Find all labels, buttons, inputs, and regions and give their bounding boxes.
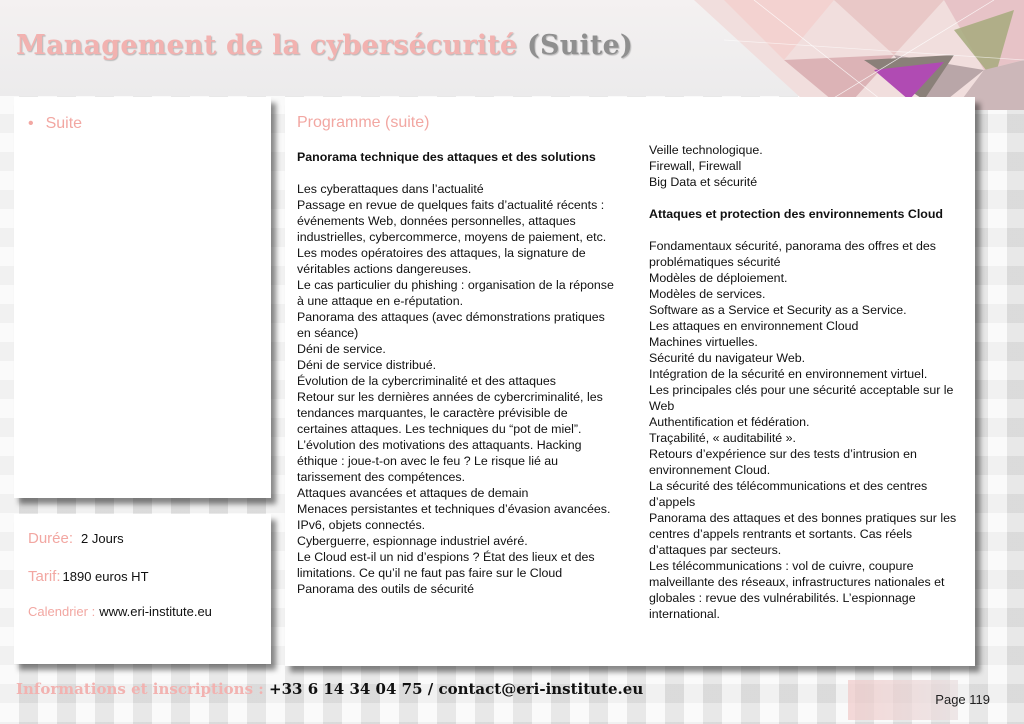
- sidebar-bullet-label: Suite: [45, 115, 83, 132]
- programme-line: Software as a Service et Security as a Service.: [649, 303, 907, 317]
- calendrier-label: Calendrier :: [28, 604, 96, 619]
- tarif-row: [28, 568, 149, 586]
- programme-line: Les principales clés pour une sécurité acceptable sur le Web: [649, 383, 954, 413]
- programme-line: Veille technologique.: [649, 143, 763, 157]
- programme-line: Cyberguerre, espionnage industriel avéré.: [297, 534, 528, 548]
- programme-line: Retour sur les dernières années de cybercriminalité, les tendances marquantes, le caractère prévisible de certaines attaques. Les techniques du “pot de miel”.: [297, 390, 603, 436]
- tarif-value: 1890 euros HT: [62, 569, 149, 584]
- programme-line: Panorama des attaques et des bonnes pratiques sur les centres d’appels rentrants et sortants. Cas réels d’attaques par secteurs.: [649, 511, 957, 557]
- decorative-triangles-graphic: [694, 0, 1024, 110]
- programme-line: Firewall, Firewall: [649, 159, 742, 173]
- spacer: [649, 190, 967, 206]
- programme-line: Modèles de déploiement.: [649, 271, 788, 285]
- programme-line: Panorama des outils de sécurité: [297, 582, 475, 596]
- programme-line: Menaces persistantes et techniques d’évasion avancées.: [297, 502, 611, 516]
- programme-line: La sécurité des télécommunications et des centres d’appels: [649, 479, 928, 509]
- spacer: [649, 222, 967, 238]
- programme-line: Authentification et fédération.: [649, 415, 810, 429]
- programme-line: Attaques avancées et attaques de demain: [297, 486, 529, 500]
- footer-contact-details[interactable]: +33 6 14 34 04 75 / contact@eri-institute.eu: [269, 680, 644, 698]
- programme-left-column: [297, 149, 615, 597]
- page-title: [16, 30, 633, 61]
- sidebar-panel: [14, 97, 271, 498]
- programme-line: Le Cloud est-il un nid d’espions ? État des lieux et des limitations. Ce qu’il ne faut pas faire sur le Cloud: [297, 550, 595, 580]
- title-suite: (Suite): [527, 30, 634, 61]
- programme-line: Les attaques en environnement Cloud: [649, 319, 859, 333]
- duree-label: Durée:: [28, 530, 74, 547]
- programme-line: Les cyberattaques dans l’actualité: [297, 182, 484, 196]
- programme-line: Fondamentaux sécurité, panorama des offres et des problématiques sécurité: [649, 239, 936, 269]
- page-number: Page 119: [935, 692, 990, 707]
- programme-line: Big Data et sécurité: [649, 175, 758, 189]
- duree-value: 2 Jours: [81, 531, 124, 546]
- section-heading: Attaques et protection des environnements Cloud: [649, 207, 943, 221]
- title-main: Management de la cybersécurité: [16, 30, 518, 61]
- tarif-label: Tarif:: [28, 568, 61, 585]
- programme-line: Le cas particulier du phishing : organisation de la réponse à une attaque en e-réputation.: [297, 278, 614, 308]
- spacer: [297, 165, 615, 181]
- programme-line: Machines virtuelles.: [649, 335, 758, 349]
- programme-line: Modèles de services.: [649, 287, 766, 301]
- programme-line: IPv6, objets connectés.: [297, 518, 426, 532]
- programme-line: Traçabilité, « auditabilité ».: [649, 431, 796, 445]
- calendrier-row: [28, 603, 212, 621]
- programme-line: Retours d’expérience sur des tests d’intrusion en environnement Cloud.: [649, 447, 917, 477]
- footer-contact: [16, 680, 643, 698]
- bullet-dot-icon: •: [28, 115, 34, 132]
- programme-line: Sécurité du navigateur Web.: [649, 351, 806, 365]
- programme-line: Intégration de la sécurité en environnement virtuel.: [649, 367, 928, 381]
- programme-panel: [285, 97, 975, 666]
- sidebar-bullet-item: [28, 115, 82, 133]
- programme-line: Passage en revue de quelques faits d’actualité récents : événements Web, données personnelles, attaques industrielles, cybercommerce, moyens de paiement, etc.: [297, 198, 607, 244]
- programme-line: Les télécommunications : vol de cuivre, coupure malveillante des réseaux, infrastructures nationales et globales : revue des vulnérabilités. L’espionnage international.: [649, 559, 945, 621]
- programme-line: Déni de service.: [297, 342, 386, 356]
- programme-right-column: [649, 142, 967, 622]
- info-panel: [14, 514, 271, 664]
- programme-line: Déni de service distribué.: [297, 358, 437, 372]
- duree-row: [28, 530, 124, 548]
- programme-line: L’évolution des motivations des attaquants. Hacking éthique : joue-t-on avec le feu ? Le risque lié au tarissement des compétences.: [297, 438, 582, 484]
- programme-title: Programme (suite): [297, 114, 430, 131]
- footer-info-label: Informations et inscriptions :: [16, 680, 264, 698]
- section-heading: Panorama technique des attaques et des solutions: [297, 150, 596, 164]
- programme-line: Évolution de la cybercriminalité et des attaques: [297, 374, 556, 388]
- programme-line: Panorama des attaques (avec démonstrations pratiques en séance): [297, 310, 605, 340]
- calendrier-link[interactable]: www.eri-institute.eu: [99, 604, 212, 619]
- programme-line: Les modes opératoires des attaques, la signature de véritables actions dangereuses.: [297, 246, 586, 276]
